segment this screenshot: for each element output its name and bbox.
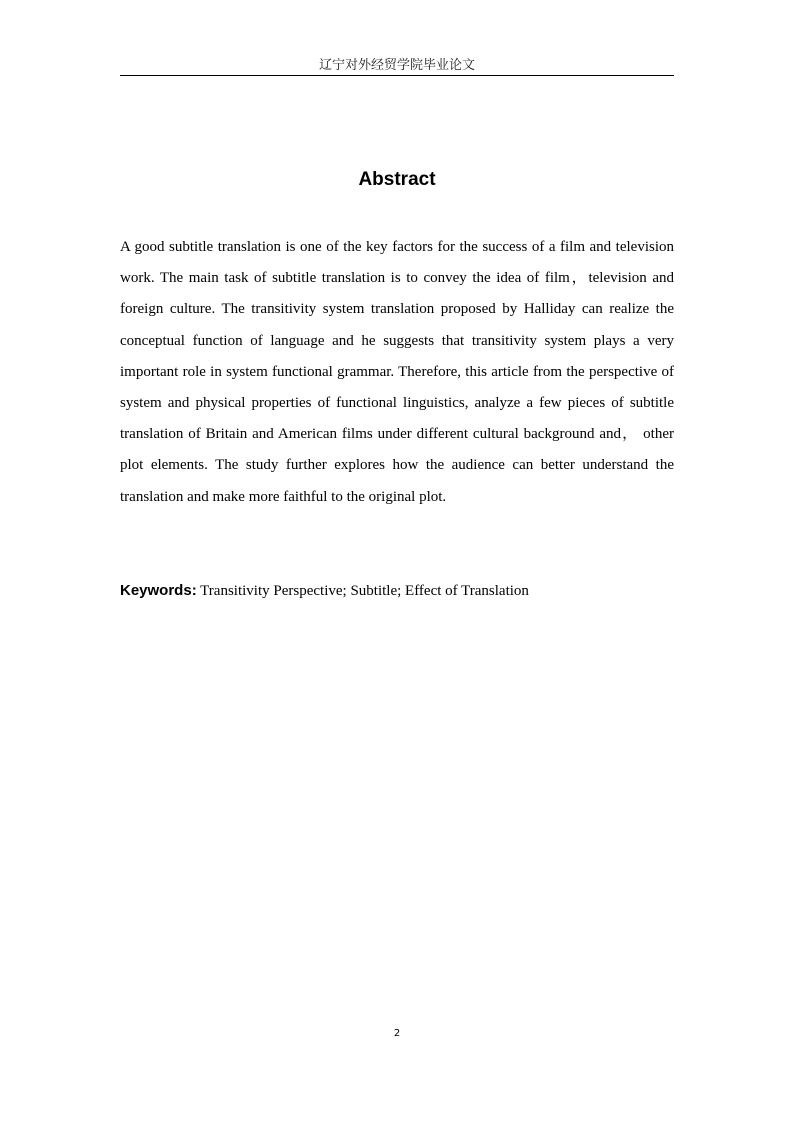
keywords-label: Keywords: <box>120 582 197 599</box>
header-divider <box>120 75 674 76</box>
keywords-text: Transitivity Perspective; Subtitle; Effect of Translation <box>200 583 529 599</box>
abstract-title: Abstract <box>358 169 436 190</box>
running-header: 辽宁对外经贸学院毕业论文 <box>318 58 475 73</box>
keywords-line <box>120 580 674 602</box>
abstract-body: A good subtitle translation is one of the key factors for the success of a film and television work. The main task of subtitle translation is to convey the idea of film，television and foreign culture. The transitivity system translation proposed by Halliday can realize the conceptual function of language and he suggests that transitivity system plays a very important role in system functional grammar. Therefore, this article from the perspective of system and physical properties of functional linguistics, analyze a few pieces of subtitle translation of Britain and American films under different cultural background and， other plot elements. The study further explores how the audience can better understand the translation and make more faithful to the original plot. <box>120 239 674 505</box>
page-number: 2 <box>393 1028 401 1039</box>
